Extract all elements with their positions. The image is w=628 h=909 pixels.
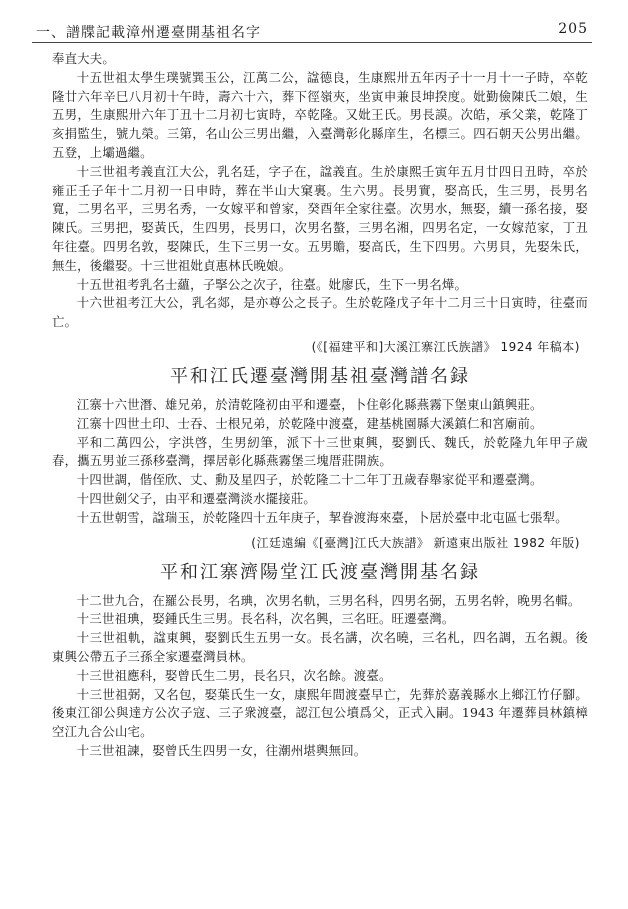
paragraph: 江寨十四世土印、士吞、士根兄弟，於乾隆中渡臺，建基桃園縣大溪鎮仁和宮廟前。	[76, 415, 543, 431]
paragraph: 十五世祖太學生璞號巽玉公，江萬二公，諡德良，生康熙卅五年丙子十一月十一子時，卒乾隆廿六年辛巳八月初十午時，壽六十六，葬下徑嶺夾，坐寅申兼艮坤揆度。妣勤儉陳氏二娘，生五男，生康熙卅六年丁丑十二月初七寅時，卒乾隆。又妣王氏。男長謨。次皓，承父業，乾隆丁亥捐監生，號九榮。三第，名山公三男出繼，入臺灣彰化縣庠生，名標三。四石朝天公男出繼。五登，上壩過繼。	[52, 69, 588, 160]
section-heading: 平和江寨濟陽堂江氏渡臺灣開基名録	[160, 561, 480, 583]
paragraph: 十五世朝雪，諡瑞玉，於乾隆四十五年庚子，挈眷渡海來臺，卜居於臺中北屯區七張犁。	[76, 509, 568, 525]
page-body	[52, 50, 588, 761]
paragraph: 十三世祖應科，娶曾氏生二男，長名只，次名餘。渡臺。	[76, 667, 392, 683]
running-head: 一、譜牒記載漳州遷臺開基祖名字	[36, 25, 261, 41]
header-rule	[32, 42, 592, 43]
paragraph: 十三世祖琠，娶鍾氏生三男。長名科，次名興，三名旺。旺遷臺灣。	[76, 611, 455, 627]
paragraph: 十四世劍父子，由平和遷臺灣淡水擺接莊。	[76, 490, 317, 506]
paragraph: 平和二萬四公，字洪啓，生男紉筆，派下十三世東興，娶劉氏、魏氏，於乾隆九年甲子歲春，攜五男並三孫移臺灣，擇居彰化縣燕霧堡三塊厝莊開族。	[52, 434, 588, 469]
source-citation: (江廷遠編《[臺灣]江氏大族譜》 新遠東出版社 1982 年版)	[251, 535, 580, 550]
paragraph: 十二世九合，在羅公長男，名琠，次男名軌，三男名科，四男名弼，五男名幹，晚男名輯。	[76, 592, 581, 608]
section-heading: 平和江氏遷臺灣開基祖臺灣譜名録	[170, 365, 470, 387]
paragraph: 十六世祖考江大公，乳名郯，是亦尊公之長子。生於乾隆戊子年十二月三十日寅時，往臺而亡。	[52, 295, 588, 330]
paragraph: 江寨十六世潛、雄兄弟，於清乾隆初由平和遷臺，卜住彰化縣燕霧下堡東山鎮興莊。	[76, 396, 543, 412]
paragraph: 十三世祖諫，娶曾氏生四男一女，往潮州堪輿無回。	[76, 742, 367, 758]
paragraph: 十五世祖考乳名士蘊，子掔公之次子，往臺。妣廖氏，生下一男名燁。	[76, 276, 468, 292]
paragraph: 十三世祖考義直江大公，乳名廷，字子在，諡義直。生於康熙壬寅年五月廿四日丑時，卒於雍正壬子年十二月初一日申時，葬在半山大窠裏。生六男。長男實，娶高氏，生三男，長男名寬，二男名平，三男名秀，一女嫁平和曾家，癸酉年全家往臺。次男水，無娶，續一孫名接，娶陳氏。三男把，娶黃氏，生四男，長男口，次男名螯，三男名湘，四男名定，一女嫁范家，丁丑年往臺。四男名敦，娶陳氏，生下三男一女。五男贍，娶高氏，生下四男。六男貝，先娶朱氏，無生，後繼娶。十三世祖妣貞惠林氏晚娘。	[52, 163, 588, 273]
source-citation: (《[福建平和]大溪江寨江氏族譜》 1924 年稿本)	[311, 339, 580, 354]
paragraph: 十三世祖軌，諡東興，娶劉氏生五男一女。長名講，次名曉，三名札，四名調，五名親。後東興公帶五子三孫全家遷臺灣員林。	[52, 630, 588, 664]
paragraph: 十三世祖弼，又名包，娶葉氏生一女，康熙年間渡臺早亡，先葬於嘉義縣水上鄉江竹仔腳。後東江卻公與達方公次子寇、三子衆渡臺，認江包公墳爲父，正式入嗣。1943 年遷葬員林鎮樟空江九合公山宅。	[52, 686, 588, 740]
page-header	[36, 18, 588, 42]
paragraph: 十四世調，偕侄欣、丈、勳及星四子，於乾隆二十二年丁丑歲春舉家從平和遷臺灣。	[76, 472, 543, 488]
page-number: 205	[558, 21, 588, 37]
paragraph: 奉直大夫。	[52, 51, 115, 66]
